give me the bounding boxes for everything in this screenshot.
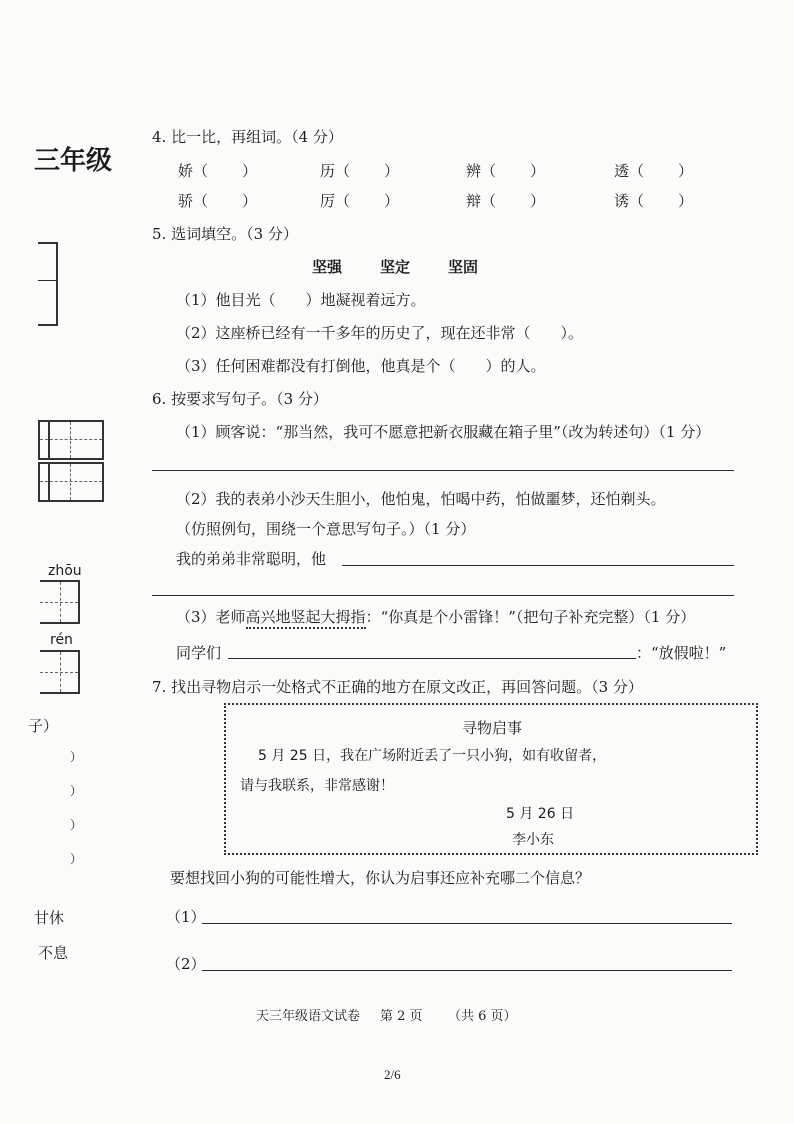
- q4-r2-c1: 骄（ ）: [178, 192, 258, 210]
- char-box-2: [40, 650, 80, 694]
- q5-title: 5. 选词填空。（3 分）: [152, 225, 298, 243]
- pager: 2/6: [384, 1067, 401, 1082]
- notice-date: 5 月 26 日: [506, 806, 575, 822]
- q6-sentence-2: （2）我的表弟小沙天生胆小，他怕鬼，怕喝中药，怕做噩梦，还怕剃头。: [176, 490, 666, 508]
- q4-r1-c2: 历（ ）: [320, 162, 400, 180]
- margin-bracket-mid: [38, 280, 56, 281]
- q5-sentence-1: （1）他目光（ ）地凝视着远方。: [176, 291, 426, 309]
- q5-sentence-2: （2）这座桥已经有一千多年的历史了，现在还非常（ ）。: [176, 324, 584, 342]
- margin-paren-2: ）: [70, 784, 83, 798]
- q6-answer-line-2[interactable]: [342, 565, 734, 566]
- q5-word-1: 坚强: [312, 258, 343, 276]
- margin-paren-3: ）: [70, 818, 83, 832]
- tian-grid-2: [38, 462, 104, 502]
- margin-word-1: 甘休: [34, 909, 65, 927]
- q4-r2-c2: 厉（ ）: [320, 192, 400, 210]
- q6-answer-line-1[interactable]: [152, 470, 734, 471]
- notice-name: 李小东: [512, 832, 554, 848]
- q7-answer-label-1: （1）: [166, 908, 206, 926]
- margin-paren-4: ）: [70, 852, 83, 866]
- q5-word-3: 坚固: [448, 258, 479, 276]
- q6-sentence-2-prompt: 我的弟弟非常聪明，他: [176, 550, 327, 568]
- margin-pinyin-2: rén: [50, 632, 73, 648]
- q5-word-2: 坚定: [380, 258, 411, 276]
- char-box-1: [40, 580, 80, 624]
- q6-answer-line-4[interactable]: [228, 658, 636, 659]
- q6-answer-line-3[interactable]: [152, 595, 734, 596]
- q6-sentence-3: （3）老师高兴地竖起大拇指：“你真是个小雷锋！”（把句子补充完整）（1 分）: [176, 606, 695, 627]
- q7-title: 7. 找出寻物启示一处格式不正确的地方在原文改正，再回答问题。（3 分）: [152, 678, 643, 696]
- footer-exam-name: 天三年级语文试卷: [256, 1009, 361, 1024]
- q6-sentence-3-end: ：“放假啦！”: [636, 644, 727, 662]
- q7-question: 要想找回小狗的可能性增大，你认为启事还应补充哪二个信息？: [170, 869, 591, 887]
- q6-sentence-2-instruction: （仿照例句，围绕一个意思写句子。）（1 分）: [176, 520, 476, 538]
- q7-answer-line-1[interactable]: [202, 923, 732, 924]
- q4-r2-c3: 辩（ ）: [466, 192, 546, 210]
- tian-grid-1: [38, 420, 104, 460]
- q4-r1-c1: 娇（ ）: [178, 162, 258, 180]
- q6-sentence-1: （1）顾客说：“那当然，我可不愿意把新衣服藏在箱子里”（改为转述句）（1 分）: [176, 423, 711, 441]
- margin-pinyin-1: zhōu: [48, 563, 82, 579]
- q5-sentence-3: （3）任何困难都没有打倒他，他真是个（ ）的人。: [176, 357, 546, 375]
- margin-grade: 三年级: [34, 146, 113, 176]
- footer-page-number: 第 2 页: [380, 1009, 423, 1024]
- notice-body-1: 5 月 25 日，我在广场附近丢了一只小狗，如有收留者，: [258, 748, 607, 764]
- margin-bracket-box: [38, 242, 58, 326]
- q6-sentence-3-start: 同学们: [176, 644, 222, 662]
- q7-answer-label-2: （2）: [166, 955, 206, 973]
- margin-paren-1: ）: [70, 750, 83, 764]
- q7-answer-line-2[interactable]: [202, 970, 732, 971]
- notice-title: 寻物启事: [462, 719, 523, 737]
- q4-title: 4. 比一比，再组词。（4 分）: [152, 128, 343, 146]
- q6-title: 6. 按要求写句子。（3 分）: [152, 390, 328, 408]
- footer-total-pages: （共 6 页）: [448, 1009, 517, 1024]
- notice-body-2: 请与我联系，非常感谢！: [240, 778, 394, 794]
- q4-r2-c4: 诱（ ）: [614, 192, 694, 210]
- margin-paren-zi: 子）: [28, 717, 59, 735]
- lost-notice-box: [224, 703, 758, 855]
- q4-r1-c4: 透（ ）: [614, 162, 694, 180]
- q4-r1-c3: 辨（ ）: [466, 162, 546, 180]
- margin-word-2: 不息: [38, 944, 69, 962]
